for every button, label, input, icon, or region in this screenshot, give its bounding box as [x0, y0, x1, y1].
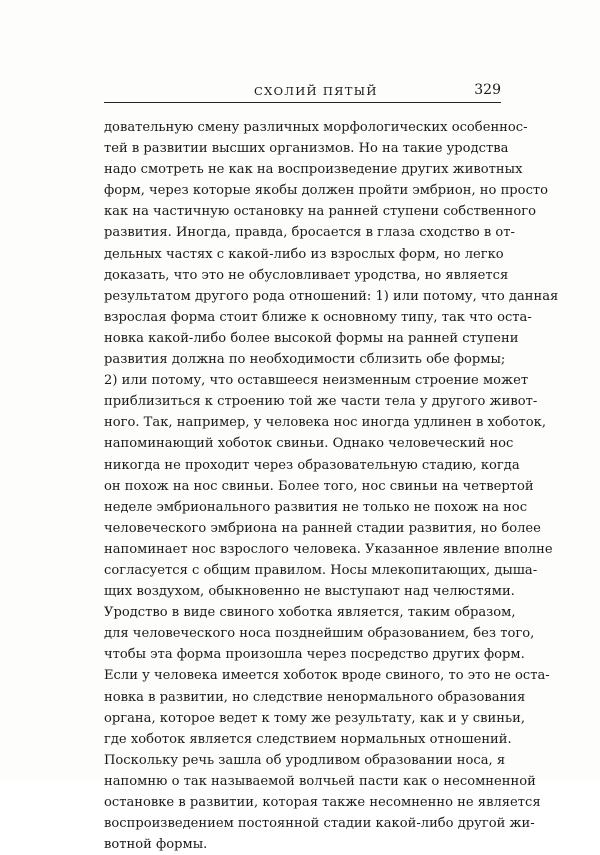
text-line: щих воздухом, обыкновенно не выступают над челюстями.: [104, 584, 515, 600]
text-line: развития должна по необходимости сблизить обе формы;: [104, 352, 506, 368]
text-line: довательную смену различных морфологических особеннос-: [104, 120, 528, 135]
text-line: человеческого эмбриона на ранней стадии развития, но более: [104, 520, 541, 536]
text-line: ного. Так, например, у человека нос иногда удлинен в хоботок,: [104, 415, 547, 431]
text-line: никогда не проходит через образовательную стадию, когда: [104, 457, 520, 473]
text-line: форм, через которые якобы должен пройти эмбрион, но просто: [104, 183, 549, 199]
text-line: надо смотреть не как на воспроизведение других животных: [104, 162, 523, 178]
text-line: для человеческого носа позднейшим образованием, без того,: [104, 626, 535, 642]
running-title: СХОЛИЙ ПЯТЫЙ: [254, 84, 378, 98]
text-line: напомню о так называемой волчьей пасти как о несомненной: [104, 773, 536, 789]
text-line: как на частичную остановку на ранней ступени собственного: [104, 204, 536, 220]
text-line: новка в развитии, но следствие ненормального образования: [104, 689, 526, 705]
text-line: новка какой-либо более высокой формы на ранней ступени: [104, 330, 519, 346]
running-header: [104, 82, 501, 102]
body-text: [104, 117, 559, 855]
text-line: согласуется с общим правилом. Носы млекопитающих, дыша-: [104, 562, 538, 578]
text-line: напоминает нос взрослого человека. Указанное явление вполне: [104, 541, 553, 557]
text-line: доказать, что это не обусловливает уродства, но является: [104, 267, 509, 283]
text-line: где хоботок является следствием нормальных отношений.: [104, 731, 512, 747]
text-line: результатом другого рода отношений: 1) или потому, что данная: [104, 288, 559, 304]
text-line: дельных частях с какой-либо из взрослых форм, но легко: [104, 246, 504, 262]
page-number: 329: [474, 82, 501, 98]
text-line: Если у человека имеется хоботок вроде свиного, то это не оста-: [104, 668, 550, 684]
text-line: 2) или потому, что оставшееся неизменным строение может: [104, 373, 529, 389]
text-line: чтобы эта форма произошла через посредство других форм.: [104, 647, 525, 663]
text-line: органа, которое ведет к тому же результату, как и у свиньи,: [104, 710, 525, 726]
text-line: развития. Иногда, правда, бросается в глаза сходство в от-: [104, 225, 515, 241]
header-rule: [104, 102, 501, 103]
text-line: взрослая форма стоит ближе к основному типу, так что оста-: [104, 309, 532, 325]
text-line: Поскольку речь зашла об уродливом образовании носа, я: [104, 752, 506, 768]
text-line: вотной формы.: [104, 837, 208, 853]
text-line: он похож на нос свиньи. Более того, нос свиньи на четвертой: [104, 478, 534, 494]
text-line: тей в развитии высших организмов. Но на такие уродства: [104, 141, 509, 157]
text-line: Уродство в виде свиного хоботка является, таким образом,: [104, 605, 516, 621]
text-line: напоминающий хоботок свиньи. Однако человеческий нос: [104, 436, 514, 452]
text-line: приблизиться к строению той же части тела у другого живот-: [104, 394, 538, 410]
text-line: неделе эмбрионального развития не только не похож на нос: [104, 499, 528, 515]
text-line: остановке в развитии, которая также несомненно не является: [104, 795, 541, 810]
text-line: воспроизведением постоянной стадии какой-либо другой жи-: [104, 816, 535, 832]
